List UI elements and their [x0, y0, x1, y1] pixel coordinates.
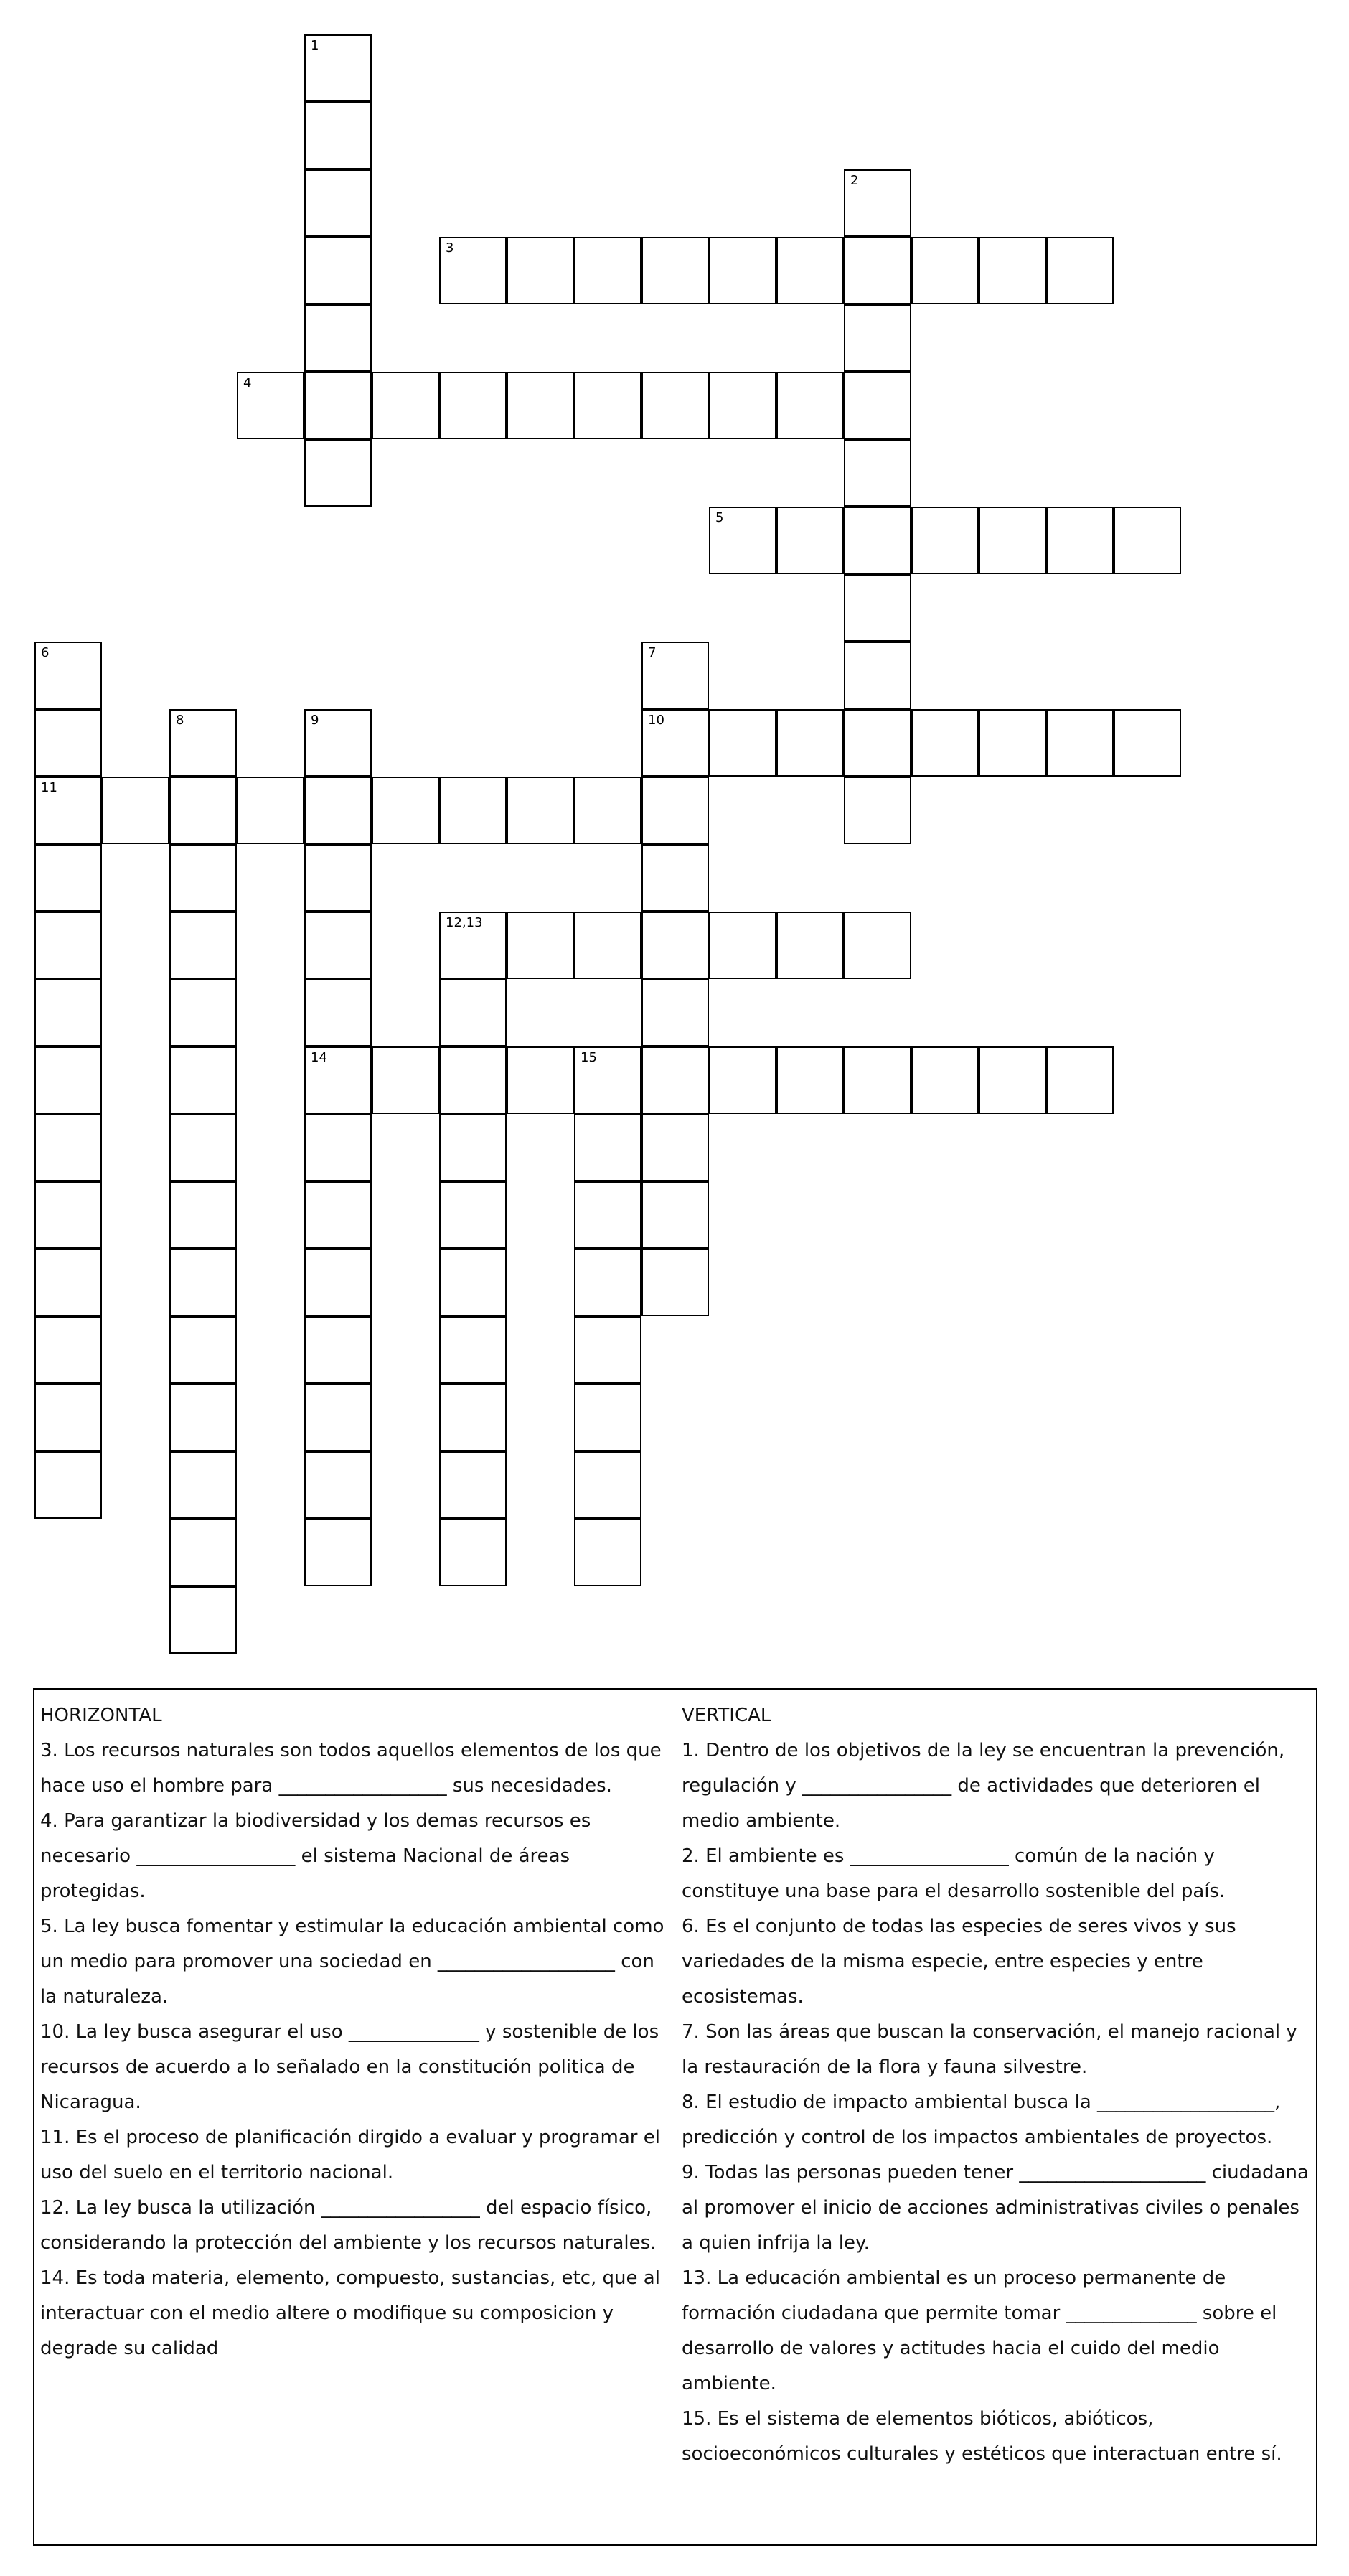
- crossword-cell[interactable]: [34, 1181, 102, 1249]
- crossword-cell[interactable]: [34, 642, 102, 709]
- crossword-cell[interactable]: [844, 439, 911, 507]
- crossword-cell[interactable]: [979, 507, 1046, 574]
- crossword-cell[interactable]: [304, 102, 372, 169]
- crossword-cell[interactable]: [641, 642, 709, 709]
- crossword-cell[interactable]: [911, 709, 979, 777]
- crossword-cell[interactable]: [169, 1451, 237, 1519]
- crossword-cell[interactable]: [34, 1114, 102, 1181]
- crossword-cell[interactable]: [304, 844, 372, 912]
- crossword-cell[interactable]: [911, 1046, 979, 1114]
- crossword-cell[interactable]: [304, 304, 372, 372]
- clue-number: 1: [311, 38, 319, 53]
- crossword-cell[interactable]: [574, 1384, 641, 1451]
- crossword-cell[interactable]: [304, 1316, 372, 1384]
- vertical-clues: [682, 1698, 1312, 2472]
- crossword-cell[interactable]: [776, 1046, 844, 1114]
- crossword-cell[interactable]: [574, 1114, 641, 1181]
- crossword-cell[interactable]: [1046, 1046, 1114, 1114]
- crossword-cell[interactable]: [776, 237, 844, 304]
- clue-number: 12,13: [446, 915, 483, 930]
- crossword-cell[interactable]: [169, 1046, 237, 1114]
- crossword-cell[interactable]: [439, 1249, 507, 1316]
- crossword-cell[interactable]: [574, 237, 641, 304]
- crossword-cell[interactable]: [439, 1384, 507, 1451]
- crossword-cell[interactable]: [304, 979, 372, 1046]
- crossword-cell[interactable]: [641, 1114, 709, 1181]
- crossword-cell[interactable]: [304, 372, 372, 439]
- crossword-cell[interactable]: [507, 237, 574, 304]
- crossword-cell[interactable]: [169, 1586, 237, 1654]
- crossword-cell[interactable]: [574, 777, 641, 844]
- clue-number: 11: [41, 780, 57, 795]
- crossword-cell[interactable]: [169, 979, 237, 1046]
- crossword-cell[interactable]: [169, 1519, 237, 1586]
- crossword-cell[interactable]: [237, 777, 304, 844]
- clue-number: 8: [176, 713, 184, 728]
- clue-number: 15: [581, 1050, 597, 1065]
- crossword-cell[interactable]: [844, 507, 911, 574]
- crossword-cell[interactable]: [304, 34, 372, 102]
- clue-number: 6: [41, 645, 50, 660]
- crossword-cell[interactable]: [574, 1181, 641, 1249]
- crossword-cell[interactable]: [574, 1519, 641, 1586]
- crossword-cell[interactable]: [34, 1316, 102, 1384]
- crossword-cell[interactable]: [844, 372, 911, 439]
- crossword-cell[interactable]: [641, 912, 709, 979]
- crossword-cell[interactable]: [34, 1384, 102, 1451]
- crossword-cell[interactable]: [574, 372, 641, 439]
- crossword-cell[interactable]: [169, 777, 237, 844]
- crossword-cell[interactable]: [641, 237, 709, 304]
- crossword-cell[interactable]: [439, 979, 507, 1046]
- crossword-cell[interactable]: [34, 979, 102, 1046]
- clue-h-11: 11. Es el proceso de planificación dirgido a evaluar y programar el uso del suelo en el territorio nacional.: [40, 2127, 660, 2183]
- crossword-cell[interactable]: [372, 372, 439, 439]
- crossword-cell[interactable]: [507, 777, 574, 844]
- crossword-cell[interactable]: [304, 709, 372, 777]
- clue-h-4: 4. Para garantizar la biodiversidad y los demas recursos es necesario _________________ el sistema Nacional de áreas protegidas.: [40, 1810, 591, 1902]
- clue-number: 4: [243, 375, 252, 390]
- crossword-cell[interactable]: [1114, 709, 1181, 777]
- crossword-cell[interactable]: [304, 1451, 372, 1519]
- crossword-cell[interactable]: [372, 1046, 439, 1114]
- horizontal-clues: [40, 1698, 672, 2366]
- crossword-cell[interactable]: [304, 912, 372, 979]
- crossword-cell[interactable]: [574, 1316, 641, 1384]
- crossword-cell[interactable]: [439, 1046, 507, 1114]
- crossword-cell[interactable]: [776, 912, 844, 979]
- clue-v-15: 15. Es el sistema de elementos bióticos, abióticos, socioeconómicos culturales y estéticos que interactuan entre sí.: [682, 2408, 1282, 2465]
- crossword-cell[interactable]: [776, 372, 844, 439]
- horizontal-heading: HORIZONTAL: [40, 1705, 162, 1726]
- crossword-cell[interactable]: [304, 1181, 372, 1249]
- crossword-cell[interactable]: [641, 709, 709, 777]
- crossword-cell[interactable]: [844, 574, 911, 642]
- clue-h-12: 12. La ley busca la utilización _________________ del espacio físico, considerando la protección del ambiente y los recursos naturales.: [40, 2197, 657, 2254]
- crossword-cell[interactable]: [641, 1181, 709, 1249]
- crossword-cell[interactable]: [641, 372, 709, 439]
- crossword-cell[interactable]: [979, 709, 1046, 777]
- clue-number: 10: [648, 713, 664, 728]
- crossword-cell[interactable]: [34, 912, 102, 979]
- crossword-cell[interactable]: [709, 507, 776, 574]
- crossword-cell[interactable]: [169, 1114, 237, 1181]
- crossword-cell[interactable]: [709, 709, 776, 777]
- crossword-cell[interactable]: [372, 777, 439, 844]
- crossword-cell[interactable]: [1046, 507, 1114, 574]
- clue-v-2: 2. El ambiente es _________________ común de la nación y constituye una base para el desarrollo sostenible del país.: [682, 1845, 1226, 1902]
- clue-v-6: 6. Es el conjunto de todas las especies de seres vivos y sus variedades de la misma especie, entre especies y entre ecosistemas.: [682, 1916, 1236, 2008]
- crossword-cell[interactable]: [439, 1181, 507, 1249]
- clue-v-9: 9. Todas las personas pueden tener ____________________ ciudadana al promover el inicio de acciones administrativas civiles o penales a quien infrija la ley.: [682, 2162, 1309, 2254]
- crossword-cell[interactable]: [169, 709, 237, 777]
- crossword-cell[interactable]: [169, 1384, 237, 1451]
- crossword-cell[interactable]: [439, 1519, 507, 1586]
- clue-number: 5: [715, 510, 724, 525]
- crossword-cell[interactable]: [507, 372, 574, 439]
- crossword-cell[interactable]: [304, 777, 372, 844]
- crossword-cell[interactable]: [169, 1181, 237, 1249]
- crossword-cell[interactable]: [574, 912, 641, 979]
- crossword-cell[interactable]: [844, 777, 911, 844]
- crossword-cell[interactable]: [304, 439, 372, 507]
- crossword-cell[interactable]: [34, 1451, 102, 1519]
- crossword-cell[interactable]: [304, 169, 372, 237]
- crossword-cell[interactable]: [709, 1046, 776, 1114]
- crossword-cell[interactable]: [169, 844, 237, 912]
- clue-number: 2: [850, 173, 859, 188]
- crossword-cell[interactable]: [574, 1249, 641, 1316]
- crossword-cell[interactable]: [844, 642, 911, 709]
- crossword-cell[interactable]: [34, 1046, 102, 1114]
- crossword-cell[interactable]: [641, 777, 709, 844]
- clues-panel: [33, 1688, 1317, 2546]
- crossword-cell[interactable]: [304, 1384, 372, 1451]
- vertical-heading: VERTICAL: [682, 1705, 771, 1726]
- crossword-cell[interactable]: [439, 1114, 507, 1181]
- crossword-cell[interactable]: [709, 237, 776, 304]
- crossword-cell[interactable]: [439, 237, 507, 304]
- clue-h-10: 10. La ley busca asegurar el uso ______________ y sostenible de los recursos de acuerdo a lo señalado en la constitución politica de Nicaragua.: [40, 2021, 659, 2113]
- clue-v-1: 1. Dentro de los objetivos de la ley se encuentran la prevención, regulación y ________________ de actividades que deterioren el medio ambiente.: [682, 1740, 1285, 1832]
- crossword-cell[interactable]: [439, 777, 507, 844]
- crossword-cell[interactable]: [709, 912, 776, 979]
- clue-number: 9: [311, 713, 319, 728]
- crossword-cell[interactable]: [34, 844, 102, 912]
- crossword-cell[interactable]: [304, 1519, 372, 1586]
- clue-v-13: 13. La educación ambiental es un proceso permanente de formación ciudadana que permite tomar ______________ sobre el desarrollo de valores y actitudes hacia el cuido del medio ambiente.: [682, 2267, 1277, 2394]
- crossword-cell[interactable]: [1046, 237, 1114, 304]
- crossword-cell[interactable]: [911, 237, 979, 304]
- crossword-cell[interactable]: [1114, 507, 1181, 574]
- crossword-cell[interactable]: [169, 1249, 237, 1316]
- crossword-cell[interactable]: [304, 1046, 372, 1114]
- crossword-cell[interactable]: [304, 237, 372, 304]
- crossword-cell[interactable]: [439, 1451, 507, 1519]
- clue-h-14: 14. Es toda materia, elemento, compuesto, sustancias, etc, que al interactuar con el medio altere o modifique su composicion y degrade su calidad: [40, 2267, 660, 2359]
- crossword-cell[interactable]: [169, 912, 237, 979]
- crossword-cell[interactable]: [34, 1249, 102, 1316]
- crossword-cell[interactable]: [709, 372, 776, 439]
- crossword-cell[interactable]: [574, 1451, 641, 1519]
- crossword-cell[interactable]: [844, 237, 911, 304]
- crossword-cell[interactable]: [979, 1046, 1046, 1114]
- crossword-cell[interactable]: [844, 1046, 911, 1114]
- crossword-cell[interactable]: [34, 777, 102, 844]
- clue-h-3: 3. Los recursos naturales son todos aquellos elementos de los que hace uso el hombre para __________________ sus necesidades.: [40, 1740, 662, 1797]
- crossword-cell[interactable]: [102, 777, 169, 844]
- crossword-cell[interactable]: [844, 912, 911, 979]
- crossword-cell[interactable]: [507, 912, 574, 979]
- crossword-cell[interactable]: [641, 1249, 709, 1316]
- crossword-cell[interactable]: [1046, 709, 1114, 777]
- clue-number: 14: [311, 1050, 327, 1065]
- crossword-cell[interactable]: [979, 237, 1046, 304]
- crossword-cell[interactable]: [439, 912, 507, 979]
- crossword-cell[interactable]: [776, 507, 844, 574]
- crossword-cell[interactable]: [641, 979, 709, 1046]
- crossword-cell[interactable]: [169, 1316, 237, 1384]
- clue-v-8: 8. El estudio de impacto ambiental busca la ___________________, predicción y control de los impactos ambientales de proyectos.: [682, 2092, 1281, 2148]
- crossword-cell[interactable]: [911, 507, 979, 574]
- clue-v-7: 7. Son las áreas que buscan la conservación, el manejo racional y la restauración de la flora y fauna silvestre.: [682, 2021, 1297, 2078]
- crossword-cell[interactable]: [776, 709, 844, 777]
- crossword-cell[interactable]: [844, 169, 911, 237]
- crossword-cell[interactable]: [844, 304, 911, 372]
- clue-number: 7: [648, 645, 657, 660]
- crossword-cell[interactable]: [439, 372, 507, 439]
- crossword-cell[interactable]: [237, 372, 304, 439]
- clue-number: 3: [446, 240, 454, 256]
- crossword-cell[interactable]: [844, 709, 911, 777]
- crossword-cell[interactable]: [304, 1249, 372, 1316]
- crossword-cell[interactable]: [641, 1046, 709, 1114]
- crossword-cell[interactable]: [507, 1046, 574, 1114]
- crossword-cell[interactable]: [304, 1114, 372, 1181]
- clue-h-5: 5. La ley busca fomentar y estimular la educación ambiental como un medio para promover una sociedad en ___________________ con la naturaleza.: [40, 1916, 664, 2008]
- crossword-cell[interactable]: [641, 844, 709, 912]
- crossword-cell[interactable]: [34, 709, 102, 777]
- crossword-cell[interactable]: [574, 1046, 641, 1114]
- crossword-cell[interactable]: [439, 1316, 507, 1384]
